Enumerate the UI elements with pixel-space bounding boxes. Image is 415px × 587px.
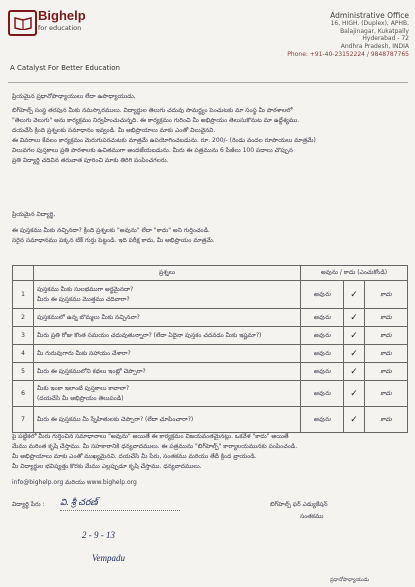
yes-option[interactable]: అవును xyxy=(301,407,344,433)
paragraph-line: పై పట్టికలో మీరు గుర్తించిన సమాధానాలు "అవును" అయితే ఈ కార్యక్రమం విజయవంతమైనట్లు. ఒకవేళ "కాదు" అయితే xyxy=(12,433,289,440)
table-row xyxy=(13,327,408,345)
brand-subtitle: for education xyxy=(38,24,82,32)
yes-option[interactable]: అవును xyxy=(301,363,344,381)
table-row xyxy=(13,381,408,407)
address-line: Balajinagar, Kukatpally xyxy=(340,27,409,35)
date-field[interactable]: 2 - 9 - 13 xyxy=(82,530,115,540)
no-option[interactable]: కాదు xyxy=(365,281,408,309)
check-mark-icon: ✓ xyxy=(344,363,365,381)
office-title: Administrative Office xyxy=(330,11,409,20)
row-question xyxy=(34,363,301,381)
no-option[interactable]: కాదు xyxy=(365,327,408,345)
row-number: 2 xyxy=(13,309,34,327)
row-question xyxy=(34,309,301,327)
corner-note: ప్రధానోపాధ్యాయుడు xyxy=(330,577,370,583)
paragraph-line: బిగ్‌హెల్ప్ సంస్థ తరపున మీకు నమస్కారములు. విద్యార్థుల తెలుగు చదువు సామర్థ్యం పెంచుటకు మా సంస్థ మీ పాఠశాలలో xyxy=(12,107,293,114)
row-number: 1 xyxy=(13,281,34,309)
table-row xyxy=(13,281,408,309)
table-row xyxy=(13,309,408,327)
question-line: (దయచేసి మీ అభిప్రాయం తెలుపండి) xyxy=(37,394,124,402)
footer-paragraph xyxy=(12,432,408,472)
table-header-row xyxy=(13,266,408,281)
paragraph-line: "తెలుగు వెలుగు" అను కార్యక్రమం నిర్వహించుచున్నది. ఈ కార్యక్రమం గురించి మీ అభిప్రాయం తెలుసుకొనుట మా ఉద్దేశ్యము. xyxy=(12,117,300,124)
table-row xyxy=(13,363,408,381)
check-mark-icon: ✓ xyxy=(344,345,365,363)
row-number: 6 xyxy=(13,381,34,407)
question-line: పుస్తకము మీకు సులభముగా అర్థమైనదా? xyxy=(37,285,134,293)
open-book-icon xyxy=(14,16,32,30)
name-label: విద్యార్థి పేరు : xyxy=(12,501,45,508)
paragraph-line: ఈ పుస్తకము మీకు నచ్చినదా? క్రింది ప్రశ్నలకు "అవును" లేదా "కాదు" అని గుర్తించండి. xyxy=(12,227,210,234)
place-field[interactable]: Vempadu xyxy=(92,553,125,563)
table-row xyxy=(13,407,408,433)
question-line: మీరు ప్రతి రోజు కొంత సమయం చదువుతున్నారా? (లేదా ఏదైనా పుస్తకం చదవడం మీకు ఇష్టమా?) xyxy=(37,331,262,339)
phone-number: Phone: +91-40-23152224 / 9848787765 xyxy=(287,50,409,58)
letter-paragraph-2 xyxy=(12,226,408,246)
brand-name: Bighelp xyxy=(38,8,86,23)
address-line: Andhra Pradesh, INDIA xyxy=(340,43,409,51)
question-line: మీకు ఇంకా ఇలాంటి పుస్తకాలు కావాలా? xyxy=(37,384,130,392)
yes-option[interactable]: అవును xyxy=(301,309,344,327)
yes-option[interactable]: అవును xyxy=(301,327,344,345)
no-option[interactable]: కాదు xyxy=(365,345,408,363)
questionnaire-table xyxy=(12,265,408,433)
paragraph-line: విలువగల పుస్తకాలు ప్రతి పాఠశాలకు ఉచితముగా అందజేయబడును. మీరు ఈ పత్రమును 6 పేజీలు 100 పదాలు చొప్పున xyxy=(12,147,293,154)
paragraph-line: ఈ వివరాలు కేవలం కార్యక్రమం మెరుగుపరచుటకు మాత్రమే ఉపయోగించబడును. రూ. 200/- (రెండు వందల రూపాయలు మాత్రమే) xyxy=(12,137,316,144)
table-row xyxy=(13,345,408,363)
question-line: మీరు ఈ పుస్తకము మొత్తము చదివారా? xyxy=(37,295,130,303)
row-question xyxy=(34,407,301,433)
paragraph-line: సరైన సమాధానము పక్కన టిక్ గుర్తు పెట్టండి. ఇది పరీక్ష కాదు, మీ అభిప్రాయం మాత్రమే. xyxy=(12,237,215,244)
check-mark-icon: ✓ xyxy=(344,281,365,309)
check-mark-icon: ✓ xyxy=(344,309,365,327)
question-line: మీ గురువుగారు మీకు సహాయం చేశారా? xyxy=(37,349,131,357)
paragraph-line: ప్రతి విద్యార్థి చదివిన తరువాత పూరించి మాకు తిరిగి పంపించగలరు. xyxy=(12,157,169,164)
row-question xyxy=(34,281,301,309)
address-line: Hyderabad - 72 xyxy=(362,35,409,43)
header-answer: అవును / కాదు (ఎంచుకోండి) xyxy=(301,266,408,281)
check-mark-icon: ✓ xyxy=(344,381,365,407)
row-question xyxy=(34,327,301,345)
no-option[interactable]: కాదు xyxy=(365,407,408,433)
question-line: పుస్తకములో ఉన్న బొమ్మలు మీకు నచ్చినవా? xyxy=(37,313,140,321)
office-address xyxy=(239,12,409,59)
name-field[interactable]: వి. శ్రీ చరణ్ xyxy=(60,497,180,511)
tagline: A Catalyst For Better Education xyxy=(10,64,120,72)
letter-paragraph-2-heading: ప్రియమైన విద్యార్థి, xyxy=(12,211,56,218)
address-line: 16, HIGH. (Duplex), APHB, xyxy=(330,19,409,27)
signature-label: సంతకము xyxy=(300,513,324,520)
paragraph-line: మీ అభిప్రాయాలు మాకు ఎంతో ముఖ్యమైనవి. దయచేసి మీ పేరు, సంతకము మరియు తేదీ క్రింద వ్రాయండి. xyxy=(12,453,257,460)
signature-org: బిగ్‌హెల్ప్ ఫర్ ఎడ్యుకేషన్ xyxy=(270,501,328,508)
question-line: మీరు ఈ పుస్తకము మీ స్నేహితులకు చెప్పారా? (లేదా చూపించారా?) xyxy=(37,415,194,423)
check-mark-icon: ✓ xyxy=(344,327,365,345)
no-option[interactable]: కాదు xyxy=(365,381,408,407)
yes-option[interactable]: అవును xyxy=(301,381,344,407)
no-option[interactable]: కాదు xyxy=(365,309,408,327)
header-number xyxy=(13,266,34,281)
row-number: 7 xyxy=(13,407,34,433)
logo-icon xyxy=(8,10,37,36)
row-question xyxy=(34,381,301,407)
row-question xyxy=(34,345,301,363)
no-option[interactable]: కాదు xyxy=(365,363,408,381)
row-number: 4 xyxy=(13,345,34,363)
header-question: ప్రశ్నలు xyxy=(34,266,301,281)
check-mark-icon: ✓ xyxy=(344,407,365,433)
letter-paragraph-1 xyxy=(12,106,408,166)
question-line: మీరు ఈ పుస్తకములోని కథలు ఇంట్లో చెప్పారా? xyxy=(37,367,146,375)
salutation: ప్రియమైన ప్రధానోపాధ్యాయులు లేదా ఉపాధ్యాయుడు, xyxy=(12,93,136,100)
paragraph-line: దయచేసి క్రింది ప్రశ్నలకు సమాధానం ఇవ్వండి. మీ అభిప్రాయాలు మాకు ఎంతో విలువైనవి. xyxy=(12,127,216,134)
yes-option[interactable]: అవును xyxy=(301,345,344,363)
row-number: 3 xyxy=(13,327,34,345)
yes-option[interactable]: అవును xyxy=(301,281,344,309)
row-number: 5 xyxy=(13,363,34,381)
paragraph-line: మేము మరింత కృషి చేస్తాము. మీ సహకారానికి ధన్యవాదములు. ఈ పత్రమును "బిగ్‌హెల్ప్" కార్యాలయమునకు పంపించండి. xyxy=(12,443,298,450)
header-divider xyxy=(8,82,408,83)
email-line: info@bighelp.org మరియు www.bighelp.org xyxy=(12,479,137,486)
paragraph-line: మీ విద్యార్థుల భవిష్యత్తు కొరకు మేము ఎల్లప్పుడూ కృషి చేస్తాము. ధన్యవాదములు. xyxy=(12,463,202,470)
